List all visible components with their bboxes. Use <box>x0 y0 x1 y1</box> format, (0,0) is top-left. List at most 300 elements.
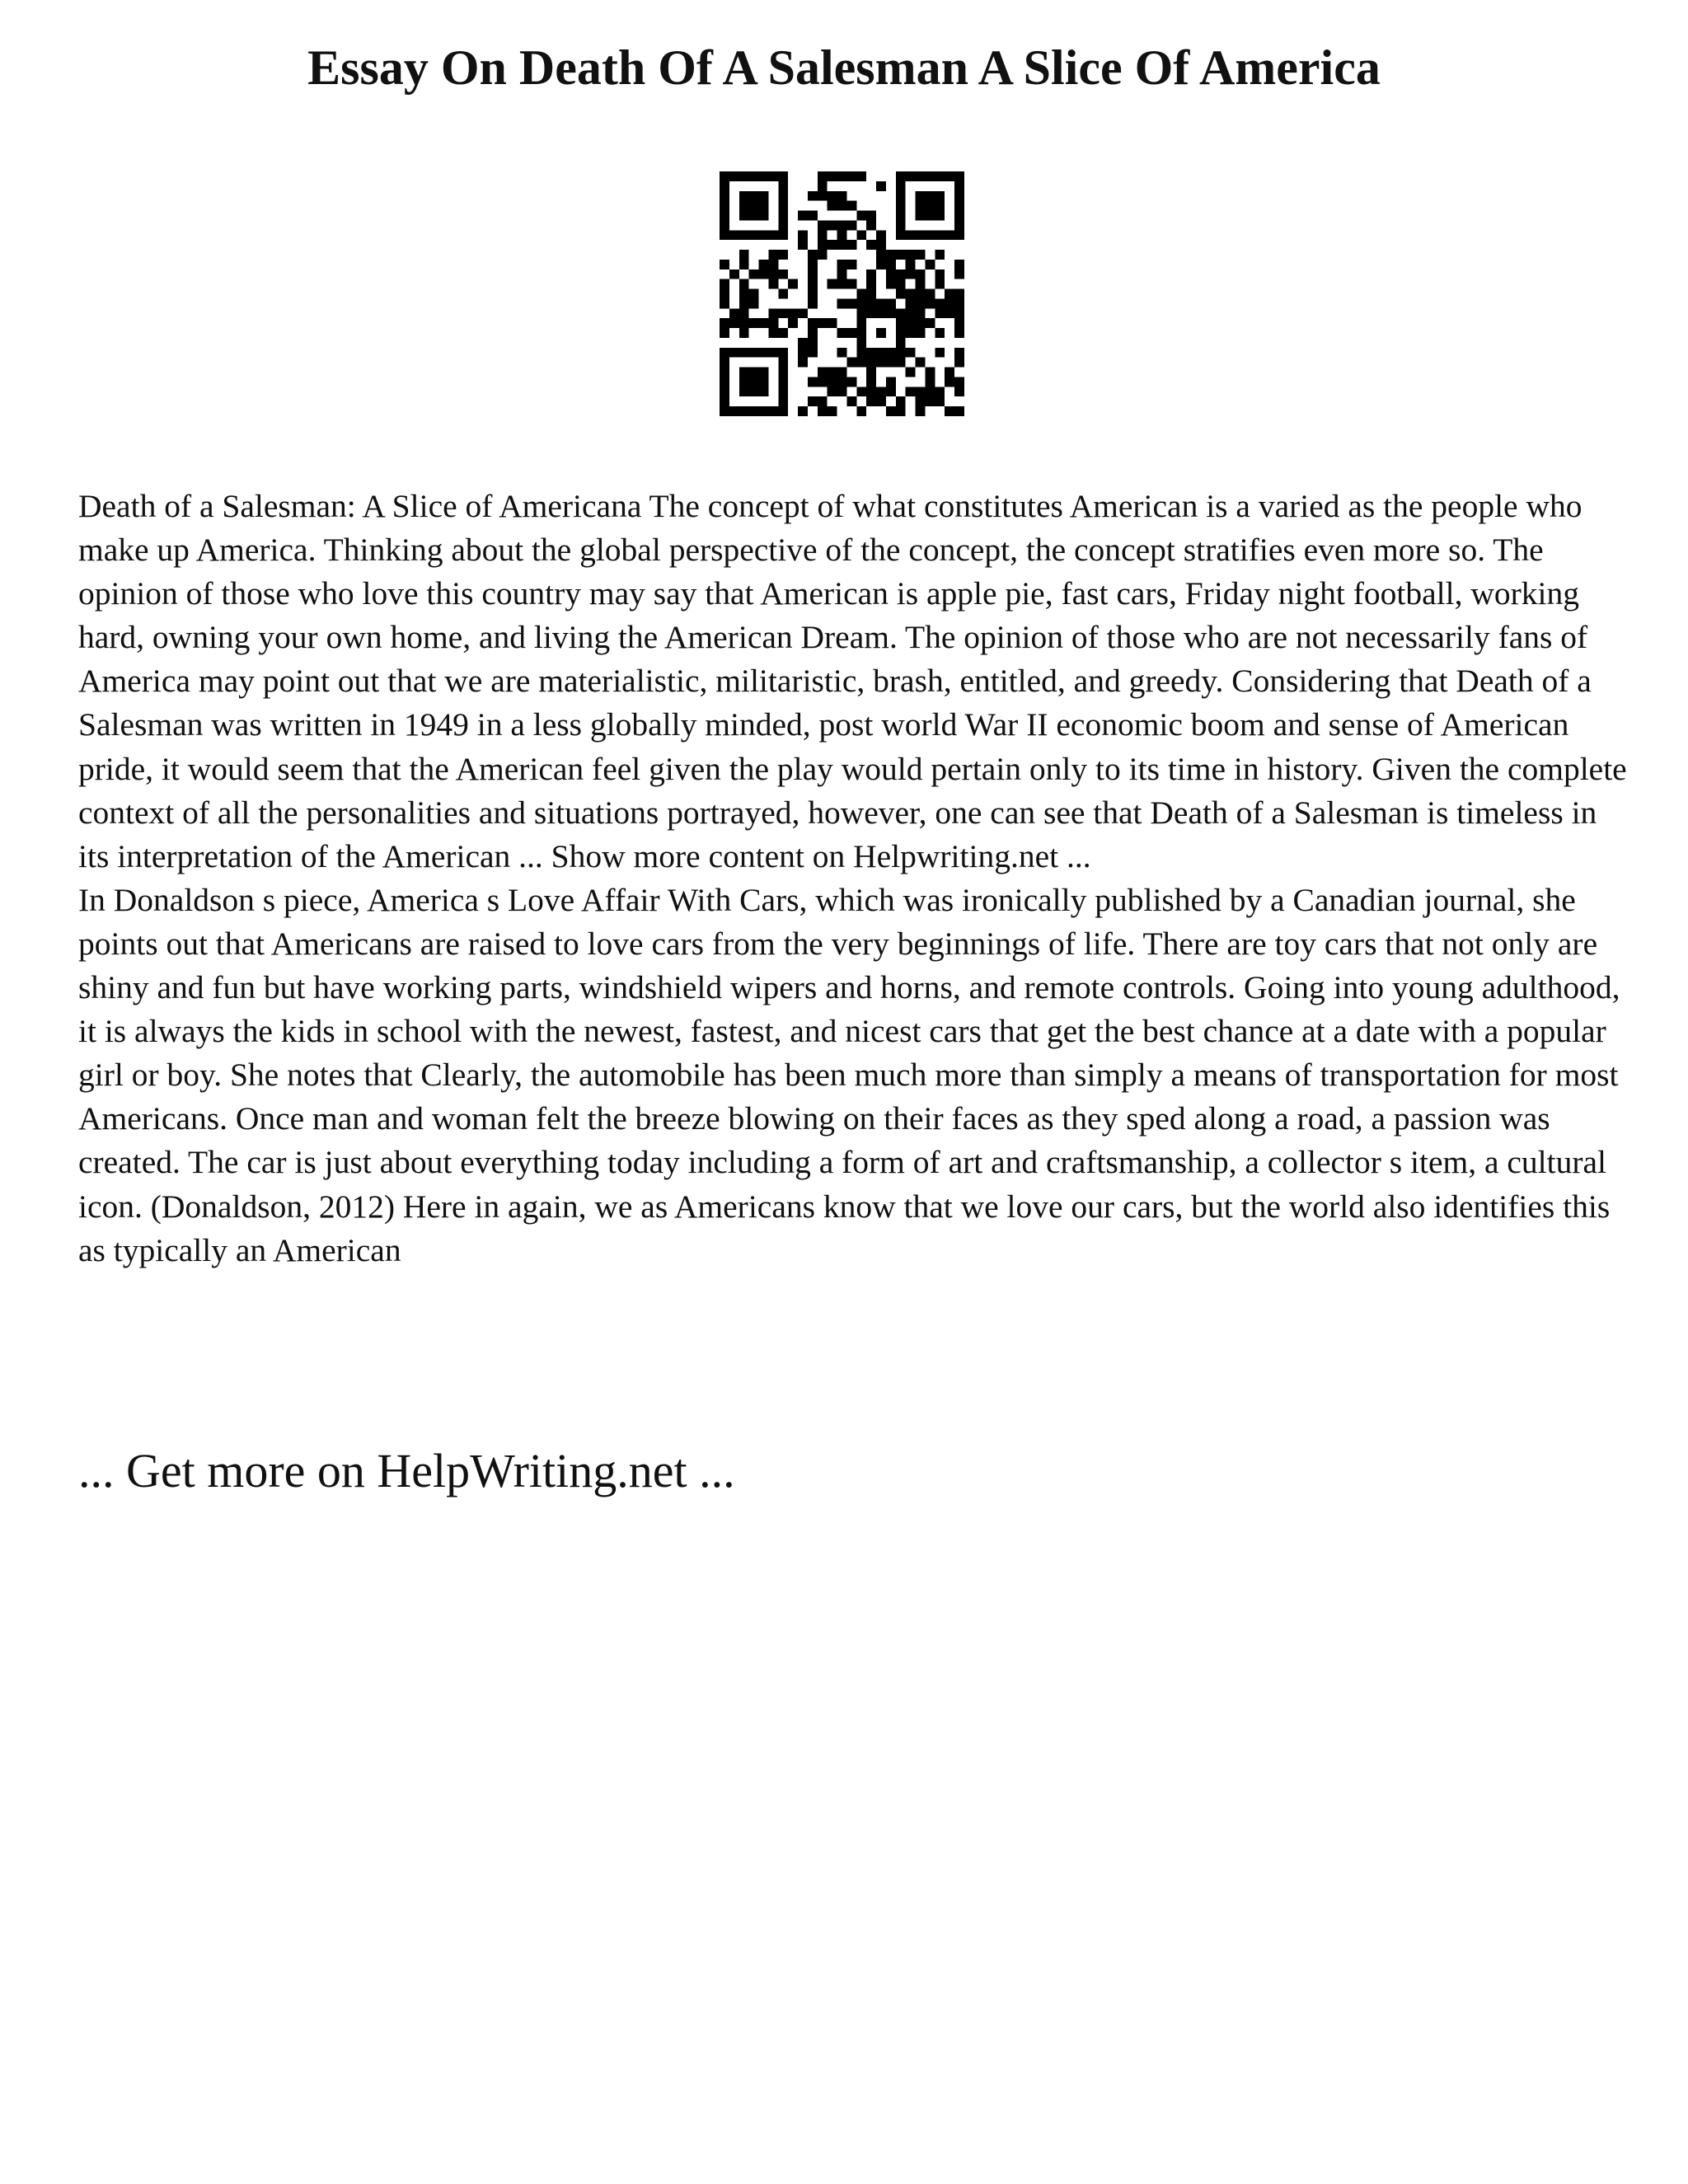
qr-module <box>876 250 886 260</box>
qr-module <box>925 368 935 377</box>
qr-module <box>916 230 926 240</box>
qr-module <box>818 191 828 201</box>
qr-module <box>828 406 837 416</box>
qr-module <box>837 260 847 269</box>
qr-module <box>954 308 964 318</box>
qr-module <box>856 348 866 358</box>
get-more-link[interactable]: ... Get more on HelpWriting.net ... <box>78 1444 735 1497</box>
qr-module <box>866 387 876 396</box>
qr-module <box>856 406 866 416</box>
essay-paragraph-1: Death of a Salesman: A Slice of Americana The concept of what constitutes American is a varied as the people who make up America. Thinking about the global perspective of the concept, the concept stratifies even more so. The opinion of those who love this country may say that American is apple pie, fast cars, Friday night football, working hard, owning your own home, and living the American Dream. The opinion of those who are not necessarily fans of America may point out that we are materialistic, militaristic, brash, entitled, and greedy. Considering that Death of a Salesman was written in 1949 in a less globally minded, post world War II economic boom and sense of American pride, it would seem that the American feel given the play would pertain only to its time in history. Given the complete context of all the personalities and situations portrayed, however, one can see that Death of a Salesman is timeless in its interpretation of the American ... Show more content on Helpwriting.net ... <box>78 488 1627 874</box>
qr-module <box>945 377 954 387</box>
qr-module <box>856 171 866 181</box>
qr-module <box>886 279 896 289</box>
qr-module <box>729 308 739 318</box>
qr-module <box>749 406 759 416</box>
qr-module <box>749 191 759 201</box>
qr-module <box>925 396 935 406</box>
qr-module <box>720 260 729 269</box>
qr-module <box>778 308 788 318</box>
qr-module <box>837 269 847 279</box>
qr-module <box>720 181 729 191</box>
qr-module <box>935 328 945 338</box>
qr-module <box>818 396 828 406</box>
qr-module <box>916 211 926 221</box>
qr-module <box>896 269 906 279</box>
qr-module <box>876 396 886 406</box>
essay-paragraph-2: In Donaldson s piece, America s Love Affair With Cars, which was ironically published by a Canadian journal, she points out that Americans are raised to love cars from the very beginnings of life. There are toy cars that not only are shiny and fun but have working parts, windshield wipers and horns, and remote controls. Going into young adulthood, it is always the kids in school with the newest, fastest, and nicest cars that get the best chance at a date with a popular girl or boy. She notes that Clearly, the automobile has been much more than simply a means of transportation for most Americans. Once man and woman felt the breeze blowing on their faces as they sped along a road, a passion was created. The car is just about everything today including a form of art and craftsmanship, a collector s item, a cultural icon. (Donaldson, 2012) Here in again, we as Americans know that we love our cars, but the world also identifies this as typically an American <box>78 881 1620 1268</box>
qr-module <box>916 328 926 338</box>
qr-module <box>916 171 926 181</box>
qr-module <box>906 387 916 396</box>
qr-module <box>808 250 818 260</box>
qr-module <box>808 338 818 348</box>
qr-module <box>916 387 926 396</box>
qr-module <box>896 328 906 338</box>
essay-body <box>78 485 1628 1272</box>
qr-module <box>954 318 964 328</box>
qr-module <box>906 230 916 240</box>
qr-module <box>886 250 896 260</box>
qr-module <box>837 171 847 181</box>
qr-module <box>846 279 856 289</box>
qr-module <box>749 171 759 181</box>
qr-module <box>896 279 906 289</box>
qr-module <box>906 348 916 358</box>
qr-module <box>935 171 945 181</box>
qr-module <box>828 318 837 328</box>
qr-module <box>778 201 788 211</box>
qr-module <box>739 211 749 221</box>
qr-module <box>739 279 749 289</box>
qr-module <box>720 368 729 377</box>
qr-module <box>768 260 778 269</box>
qr-module <box>896 191 906 201</box>
qr-module <box>906 171 916 181</box>
qr-module <box>759 201 769 211</box>
qr-module <box>896 406 906 416</box>
qr-module <box>778 269 788 279</box>
qr-module <box>876 230 886 240</box>
qr-module <box>720 396 729 406</box>
qr-module <box>886 348 896 358</box>
qr-module <box>729 230 739 240</box>
qr-module <box>866 211 876 221</box>
qr-module <box>739 368 749 377</box>
qr-module <box>945 289 954 299</box>
qr-module <box>876 308 886 318</box>
qr-module <box>906 368 916 377</box>
qr-module <box>925 230 935 240</box>
qr-module <box>856 308 866 318</box>
qr-module <box>768 318 778 328</box>
qr-module <box>818 368 828 377</box>
qr-module <box>818 250 828 260</box>
qr-module <box>866 298 876 308</box>
qr-module <box>945 171 954 181</box>
qr-module <box>768 250 778 260</box>
qr-module <box>759 368 769 377</box>
qr-module <box>749 289 759 299</box>
qr-module <box>866 240 876 250</box>
qr-module <box>828 201 837 211</box>
qr-module <box>749 211 759 221</box>
qr-module <box>837 298 847 308</box>
qr-module <box>916 289 926 299</box>
qr-module <box>896 358 906 368</box>
qr-module <box>729 406 739 416</box>
qr-module <box>729 348 739 358</box>
qr-module <box>896 338 906 348</box>
qr-module <box>886 406 896 416</box>
qr-module <box>846 260 856 269</box>
qr-module <box>837 230 847 240</box>
qr-module <box>749 387 759 396</box>
qr-module <box>828 377 837 387</box>
qr-module <box>720 201 729 211</box>
qr-module <box>866 279 876 289</box>
qr-module <box>837 191 847 201</box>
qr-module <box>886 358 896 368</box>
qr-module <box>856 387 866 396</box>
qr-module <box>846 240 856 250</box>
qr-module <box>954 298 964 308</box>
qr-module <box>739 171 749 181</box>
qr-module <box>720 191 729 201</box>
qr-module <box>778 230 788 240</box>
qr-module <box>935 250 945 260</box>
qr-module <box>720 298 729 308</box>
qr-module <box>925 211 935 221</box>
qr-module <box>916 298 926 308</box>
qr-module <box>945 230 954 240</box>
qr-module <box>925 387 935 396</box>
qr-module <box>778 368 788 377</box>
qr-module <box>808 396 818 406</box>
qr-module <box>886 269 896 279</box>
qr-module <box>846 201 856 211</box>
qr-module <box>846 220 856 230</box>
qr-module <box>720 230 729 240</box>
qr-module <box>886 308 896 318</box>
qr-module <box>954 220 964 230</box>
qr-module <box>778 171 788 181</box>
qr-module <box>739 289 749 299</box>
qr-module <box>954 260 964 269</box>
qr-module <box>935 348 945 358</box>
qr-module <box>935 269 945 279</box>
qr-module <box>778 328 788 338</box>
qr-module <box>729 318 739 328</box>
qr-module <box>759 348 769 358</box>
qr-module <box>739 348 749 358</box>
qr-module <box>896 171 906 181</box>
qr-module <box>916 269 926 279</box>
qr-module <box>759 171 769 181</box>
qr-module <box>798 230 808 240</box>
qr-module <box>749 201 759 211</box>
qr-module <box>798 240 808 250</box>
qr-module <box>935 308 945 318</box>
qr-module <box>856 289 866 299</box>
qr-module <box>896 181 906 191</box>
qr-module <box>925 191 935 201</box>
qr-module <box>916 406 926 416</box>
qr-module <box>896 396 906 406</box>
qr-module <box>778 250 788 260</box>
qr-module <box>935 279 945 289</box>
qr-module <box>739 298 749 308</box>
page-title: Essay On Death Of A Salesman A Slice Of America <box>307 40 1381 95</box>
qr-module <box>896 220 906 230</box>
qr-module <box>876 328 886 338</box>
qr-module <box>798 338 808 348</box>
qr-module <box>866 377 876 387</box>
qr-module <box>906 289 916 299</box>
qr-module <box>856 211 866 221</box>
qr-module <box>886 377 896 387</box>
qr-module <box>906 260 916 269</box>
qr-module <box>896 318 906 328</box>
qr-module <box>856 358 866 368</box>
qr-module <box>828 171 837 181</box>
qr-module <box>768 230 778 240</box>
qr-module <box>828 368 837 377</box>
qr-module <box>778 191 788 201</box>
qr-module <box>778 348 788 358</box>
qr-module <box>876 298 886 308</box>
qr-module <box>935 298 945 308</box>
qr-module <box>896 308 906 318</box>
qr-module <box>906 250 916 260</box>
qr-module <box>945 406 954 416</box>
qr-module <box>778 396 788 406</box>
qr-module <box>720 211 729 221</box>
qr-module <box>906 308 916 318</box>
qr-module <box>808 289 818 299</box>
qr-module <box>925 298 935 308</box>
qr-module <box>954 406 964 416</box>
qr-module <box>808 191 818 201</box>
qr-module <box>954 269 964 279</box>
qr-module <box>846 328 856 338</box>
qr-module <box>925 318 935 328</box>
qr-module <box>768 171 778 181</box>
qr-module <box>925 377 935 387</box>
qr-module <box>828 240 837 250</box>
qr-module <box>876 260 886 269</box>
qr-module <box>808 318 818 328</box>
qr-module <box>954 171 964 181</box>
qr-module <box>749 348 759 358</box>
qr-module <box>808 211 818 221</box>
qr-module <box>759 406 769 416</box>
qr-module <box>954 289 964 299</box>
qr-module <box>876 358 886 368</box>
qr-module <box>808 298 818 308</box>
qr-module <box>925 260 935 269</box>
qr-module <box>916 279 926 289</box>
qr-module <box>808 260 818 269</box>
qr-module <box>759 377 769 387</box>
qr-module <box>759 260 769 269</box>
qr-module <box>808 377 818 387</box>
qr-module <box>837 220 847 230</box>
qr-module <box>837 328 847 338</box>
qr-module <box>720 377 729 387</box>
qr-module <box>729 171 739 181</box>
qr-module <box>856 318 866 328</box>
qr-module <box>837 387 847 396</box>
qr-module <box>729 269 739 279</box>
qr-module <box>935 191 945 201</box>
qr-module <box>720 387 729 396</box>
qr-module <box>739 377 749 387</box>
qr-module <box>837 201 847 211</box>
qr-module <box>886 298 896 308</box>
qr-module <box>778 406 788 416</box>
qr-module <box>818 220 828 230</box>
qr-module <box>828 220 837 230</box>
qr-module <box>798 348 808 358</box>
qr-module <box>739 387 749 396</box>
qr-module <box>759 191 769 201</box>
qr-module <box>866 358 876 368</box>
qr-module <box>778 211 788 221</box>
qr-module <box>925 289 935 299</box>
qr-module <box>954 211 964 221</box>
qr-module <box>720 328 729 338</box>
qr-module <box>906 298 916 308</box>
qr-module <box>720 279 729 289</box>
qr-module <box>768 406 778 416</box>
qr-module <box>925 171 935 181</box>
qr-module <box>916 308 926 318</box>
qr-module <box>788 279 798 289</box>
qr-module <box>818 318 828 328</box>
qr-module <box>886 260 896 269</box>
qr-module <box>818 240 828 250</box>
qr-module <box>837 279 847 289</box>
qr-module <box>818 171 828 181</box>
qr-module <box>916 250 926 260</box>
qr-module <box>739 230 749 240</box>
qr-module <box>916 358 926 368</box>
qr-module <box>876 387 886 396</box>
qr-module <box>739 308 749 318</box>
qr-module <box>798 406 808 416</box>
qr-module <box>759 318 769 328</box>
qr-module <box>896 250 906 260</box>
qr-module <box>778 387 788 396</box>
qr-module <box>749 377 759 387</box>
qr-module <box>720 318 729 328</box>
qr-module <box>739 191 749 201</box>
qr-module <box>759 230 769 240</box>
qr-module <box>720 348 729 358</box>
qr-module <box>945 298 954 308</box>
qr-module <box>856 328 866 338</box>
qr-module <box>837 348 847 358</box>
qr-module <box>837 368 847 377</box>
qr-module <box>925 201 935 211</box>
qr-module <box>916 201 926 211</box>
qr-module <box>906 318 916 328</box>
qr-module <box>896 211 906 221</box>
qr-module <box>768 348 778 358</box>
qr-module <box>720 220 729 230</box>
qr-module <box>778 220 788 230</box>
qr-module <box>837 377 847 387</box>
qr-module <box>749 298 759 308</box>
qr-module <box>876 181 886 191</box>
qr-module <box>818 181 828 191</box>
qr-module <box>954 181 964 191</box>
qr-module <box>896 230 906 240</box>
qr-module <box>798 211 808 221</box>
qr-module <box>778 181 788 191</box>
qr-module <box>739 260 749 269</box>
qr-module <box>856 230 866 240</box>
qr-module <box>856 298 866 308</box>
qr-module <box>720 406 729 416</box>
qr-module <box>749 318 759 328</box>
qr-module <box>945 368 954 377</box>
qr-module <box>916 318 926 328</box>
qr-module <box>954 377 964 387</box>
qr-module <box>818 377 828 387</box>
qr-module <box>896 348 906 358</box>
qr-module <box>935 387 945 396</box>
qr-module <box>818 230 828 240</box>
qr-module <box>935 396 945 406</box>
qr-module <box>808 269 818 279</box>
qr-module <box>866 396 876 406</box>
qr-module <box>788 318 798 328</box>
qr-module <box>739 328 749 338</box>
qr-module <box>846 396 856 406</box>
qr-module <box>798 358 808 368</box>
qr-module <box>778 377 788 387</box>
qr-module <box>954 201 964 211</box>
qr-module <box>808 348 818 358</box>
qr-module <box>916 396 926 406</box>
qr-module <box>720 171 729 181</box>
qr-module <box>954 230 964 240</box>
qr-module <box>954 348 964 358</box>
qr-module <box>935 201 945 211</box>
qr-module <box>828 279 837 289</box>
qr-module <box>768 308 778 318</box>
qr-module <box>954 358 964 368</box>
qr-code-icon <box>720 171 964 416</box>
qr-module <box>778 358 788 368</box>
qr-module <box>954 387 964 396</box>
qr-module <box>866 269 876 279</box>
qr-module <box>759 387 769 396</box>
qr-module <box>768 328 778 338</box>
qr-module <box>954 191 964 201</box>
qr-module <box>720 358 729 368</box>
qr-module <box>896 289 906 299</box>
qr-module <box>759 211 769 221</box>
qr-module <box>906 269 916 279</box>
qr-module <box>739 201 749 211</box>
qr-module <box>954 328 964 338</box>
qr-module <box>788 308 798 318</box>
qr-module <box>945 308 954 318</box>
qr-module <box>846 358 856 368</box>
